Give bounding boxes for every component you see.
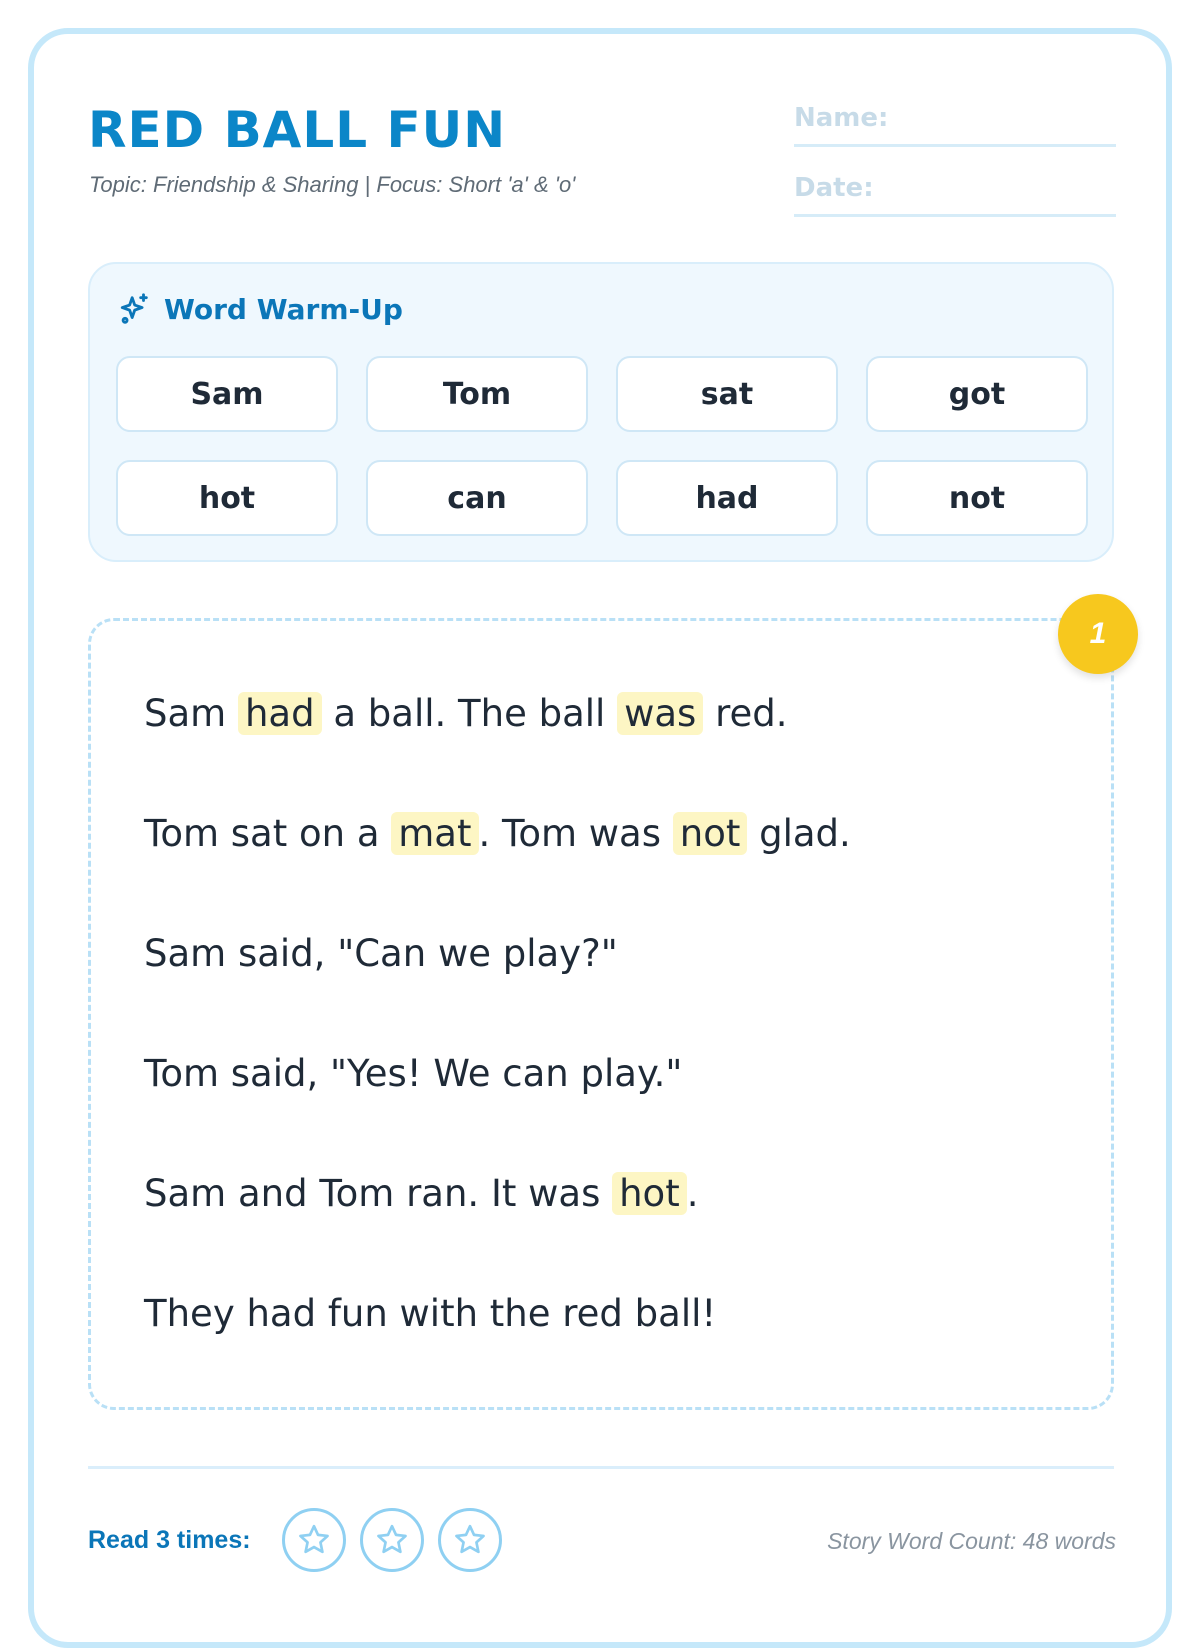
warmup-title: Word Warm-Up (164, 292, 403, 326)
story-text-segment: They had fun with the red ball! (144, 1292, 717, 1335)
star-icon (452, 1522, 488, 1558)
date-field[interactable]: Date: (794, 168, 1116, 217)
worksheet-subtitle: Topic: Friendship & Sharing | Focus: Short 'a' & 'o' (89, 172, 576, 197)
name-field[interactable]: Name: (794, 98, 1116, 147)
story-text-segment: . Tom was (478, 812, 673, 855)
word-tile: Sam (116, 356, 338, 432)
story-line (144, 1166, 851, 1286)
read-times-label: Read 3 times: (88, 1526, 251, 1554)
word-tile: got (866, 356, 1088, 432)
word-tile: sat (616, 356, 838, 432)
star-icon (296, 1522, 332, 1558)
word-tile: Tom (366, 356, 588, 432)
highlighted-word: was (617, 692, 703, 735)
story-line (144, 1286, 851, 1406)
word-tile: hot (116, 460, 338, 536)
story-line (144, 686, 851, 806)
word-tile: not (866, 460, 1088, 536)
worksheet-title: RED BALL FUN (88, 101, 507, 159)
story-line (144, 1046, 851, 1166)
story-text-segment: red. (703, 692, 788, 735)
story-text (144, 686, 851, 1406)
word-grid (116, 356, 1088, 536)
highlighted-word: hot (612, 1172, 687, 1215)
read-star-checkbox[interactable] (360, 1508, 424, 1572)
story-text-segment: . (686, 1172, 699, 1215)
story-number-badge: 1 (1058, 594, 1138, 674)
story-text-segment: Sam said, "Can we play?" (144, 932, 618, 975)
story-text-segment: a ball. The ball (321, 692, 618, 735)
highlighted-word: had (238, 692, 322, 735)
story-text-segment: Sam (144, 692, 238, 735)
highlighted-word: not (673, 812, 748, 855)
read-star-checkbox[interactable] (438, 1508, 502, 1572)
story-text-segment: Tom said, "Yes! We can play." (144, 1052, 683, 1095)
read-star-checkbox[interactable] (282, 1508, 346, 1572)
story-line (144, 806, 851, 926)
story-line (144, 926, 851, 1046)
story-text-segment: Tom sat on a (144, 812, 392, 855)
story-text-segment: Sam and Tom ran. It was (144, 1172, 613, 1215)
word-tile: can (366, 460, 588, 536)
story-text-segment: glad. (747, 812, 851, 855)
reading-stars (282, 1508, 502, 1572)
word-tile: had (616, 460, 838, 536)
footer-divider (88, 1466, 1114, 1469)
highlighted-word: mat (391, 812, 478, 855)
star-icon (374, 1522, 410, 1558)
sparkles-icon (118, 292, 152, 326)
word-warmup-panel (88, 262, 1114, 562)
story-word-count: Story Word Count: 48 words (827, 1528, 1116, 1554)
warmup-header (118, 292, 403, 326)
